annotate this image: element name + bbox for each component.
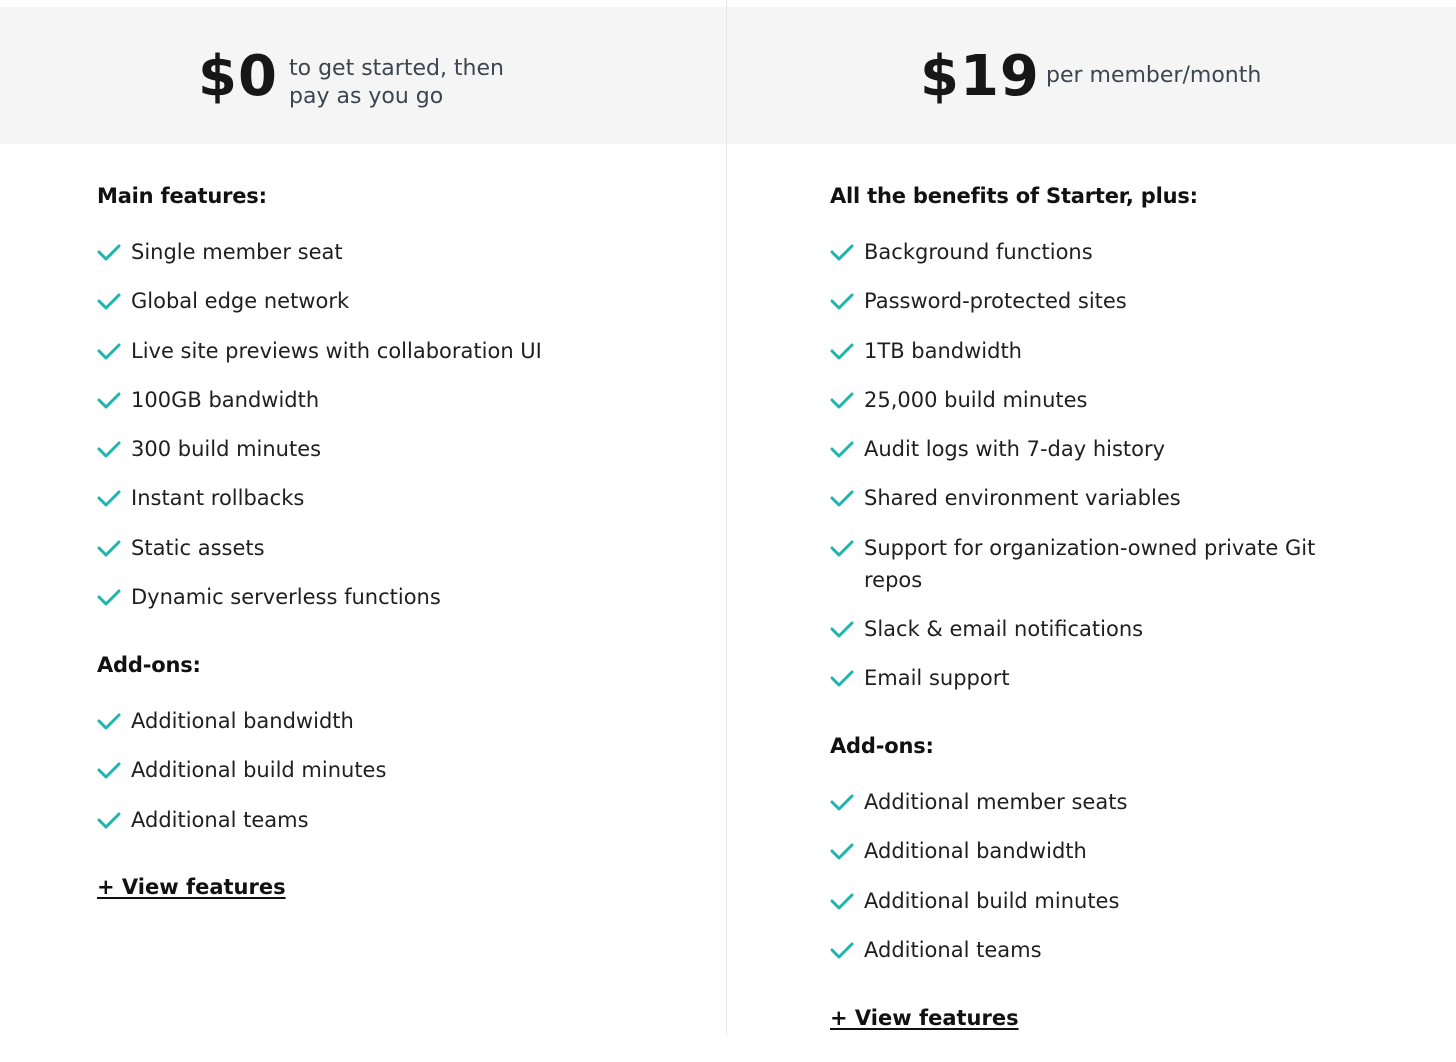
feature-item xyxy=(830,285,1350,317)
check-icon xyxy=(97,391,121,409)
check-icon xyxy=(830,892,854,910)
feature-item xyxy=(830,885,1127,917)
check-icon xyxy=(97,292,121,310)
check-icon xyxy=(830,941,854,959)
feature-item xyxy=(97,285,542,317)
feature-label: Additional teams xyxy=(131,807,309,832)
feature-label: Live site previews with collaboration UI xyxy=(131,338,542,363)
feature-item xyxy=(97,532,542,564)
feature-item xyxy=(830,482,1350,514)
feature-item xyxy=(830,662,1350,694)
price-amount: $19 xyxy=(920,44,1040,109)
feature-item xyxy=(830,835,1127,867)
feature-item xyxy=(830,786,1127,818)
addons-heading: Add-ons: xyxy=(830,734,934,758)
check-icon xyxy=(830,243,854,261)
feature-item xyxy=(97,482,542,514)
check-icon xyxy=(97,811,121,829)
feature-item xyxy=(97,705,386,737)
feature-label: Instant rollbacks xyxy=(131,486,305,511)
feature-label: Additional bandwidth xyxy=(131,709,354,733)
feature-item xyxy=(830,236,1350,268)
check-icon xyxy=(830,669,854,687)
check-icon xyxy=(97,761,121,779)
feature-label: Support for organization-owned private Git repos xyxy=(864,535,1316,592)
feature-label: 100GB bandwidth xyxy=(131,387,320,412)
feature-label: Additional bandwidth xyxy=(864,839,1087,864)
feature-label: Global edge network xyxy=(131,289,350,314)
check-icon xyxy=(830,292,854,310)
addons-list xyxy=(97,705,386,836)
price-caption: to get started, then pay as you go xyxy=(289,56,504,109)
feature-item xyxy=(830,384,1350,416)
feature-item xyxy=(97,754,386,786)
feature-label: Background functions xyxy=(864,240,1093,264)
price-header xyxy=(0,7,726,144)
feature-list xyxy=(97,236,542,613)
check-icon xyxy=(97,243,121,261)
addons-heading: Add-ons: xyxy=(97,653,201,677)
feature-label: Shared environment variables xyxy=(864,486,1181,511)
plan-card-pro xyxy=(727,7,1456,1035)
view-features-link[interactable]: + View features xyxy=(830,1006,1019,1030)
feature-label: Single member seat xyxy=(131,240,343,264)
feature-label: 1TB bandwidth xyxy=(864,338,1022,363)
check-icon xyxy=(830,440,854,458)
feature-item xyxy=(830,335,1350,367)
addons-list xyxy=(830,786,1127,966)
check-icon xyxy=(830,391,854,409)
check-icon xyxy=(830,489,854,507)
feature-item xyxy=(97,804,386,836)
feature-item xyxy=(830,433,1350,465)
feature-list xyxy=(830,236,1350,694)
check-icon xyxy=(830,620,854,638)
check-icon xyxy=(97,539,121,557)
feature-item xyxy=(97,335,542,367)
feature-label: 300 build minutes xyxy=(131,437,322,462)
price-caption: per member/month xyxy=(1046,63,1262,88)
feature-item xyxy=(830,613,1350,645)
feature-label: Password-protected sites xyxy=(864,289,1127,314)
feature-label: Slack & email notifications xyxy=(864,617,1144,642)
view-features-link[interactable]: + View features xyxy=(97,875,286,899)
feature-label: Additional member seats xyxy=(864,790,1128,814)
feature-label: Email support xyxy=(864,666,1010,691)
feature-label: Audit logs with 7-day history xyxy=(864,437,1166,462)
features-heading: Main features: xyxy=(97,184,267,208)
check-icon xyxy=(97,440,121,458)
check-icon xyxy=(97,489,121,507)
feature-item xyxy=(97,581,542,613)
check-icon xyxy=(830,842,854,860)
feature-item xyxy=(830,532,1350,596)
price-amount: $0 xyxy=(198,44,278,109)
features-heading: All the benefits of Starter, plus: xyxy=(830,184,1198,208)
feature-label: 25,000 build minutes xyxy=(864,387,1088,412)
feature-label: Additional build minutes xyxy=(864,888,1120,913)
price-header xyxy=(727,7,1456,144)
feature-label: Static assets xyxy=(131,535,265,560)
check-icon xyxy=(97,712,121,730)
feature-item xyxy=(97,433,542,465)
feature-label: Dynamic serverless functions xyxy=(131,585,441,610)
feature-label: Additional teams xyxy=(864,937,1042,962)
check-icon xyxy=(830,539,854,557)
feature-label: Additional build minutes xyxy=(131,758,387,783)
check-icon xyxy=(97,588,121,606)
feature-item xyxy=(97,384,542,416)
feature-item xyxy=(97,236,542,268)
check-icon xyxy=(830,793,854,811)
plan-card-starter xyxy=(0,7,726,1035)
check-icon xyxy=(97,342,121,360)
feature-item xyxy=(830,934,1127,966)
check-icon xyxy=(830,342,854,360)
